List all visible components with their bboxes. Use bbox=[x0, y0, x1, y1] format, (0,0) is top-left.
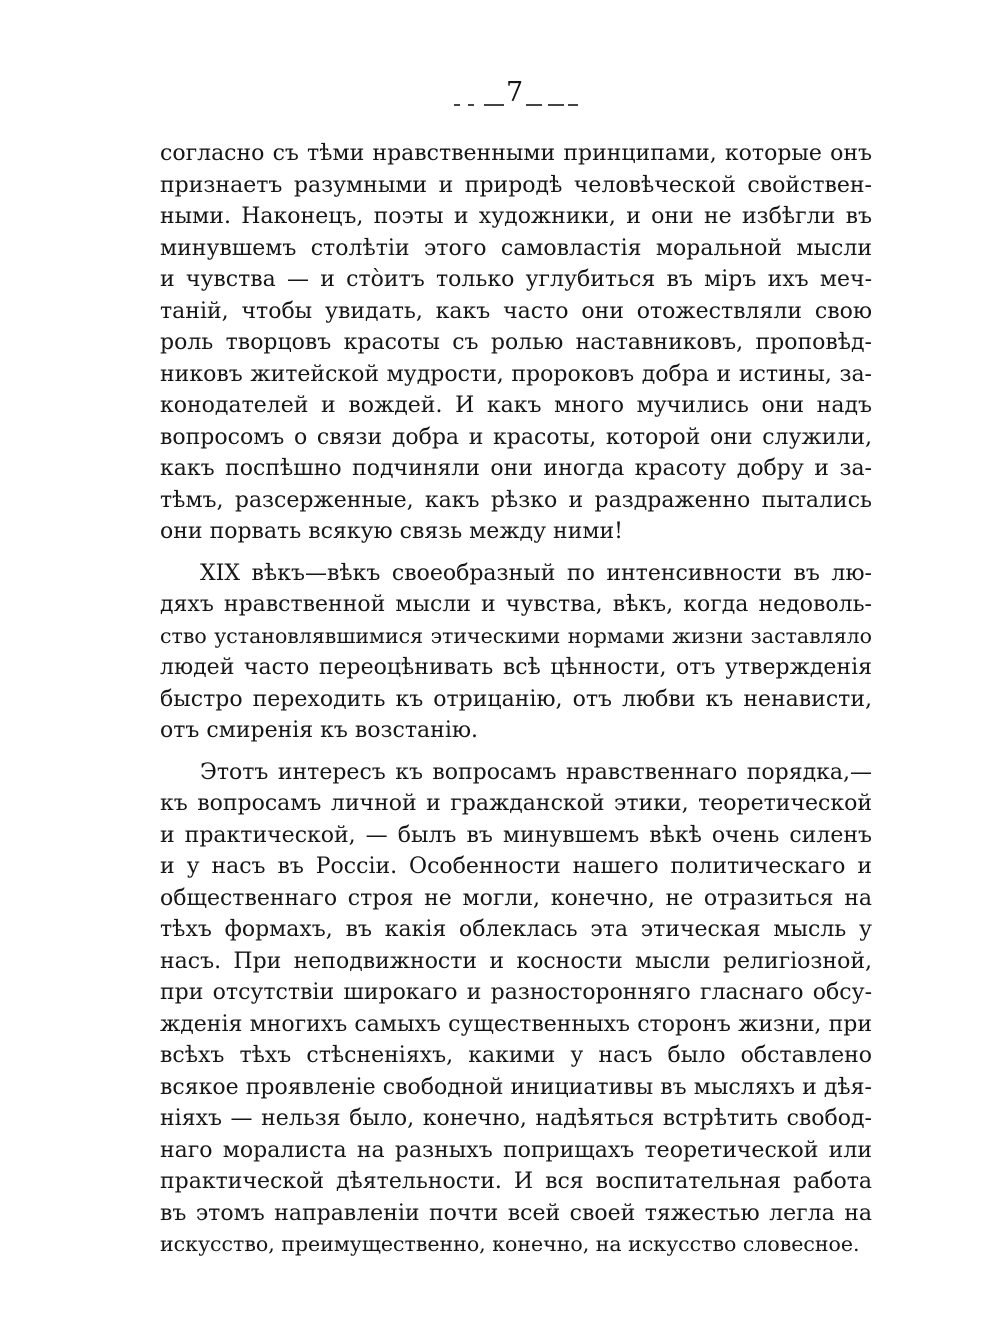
page-number: 7 bbox=[506, 77, 524, 108]
text-line: при отсутствіи широкаго и разносторонняго гласнаго обсу- bbox=[160, 980, 872, 1005]
paragraph-gap bbox=[160, 747, 872, 757]
text-line: таній, чтобы увидать, какъ часто они отожествляли свою bbox=[160, 298, 872, 324]
header-dash bbox=[526, 104, 542, 106]
text-line: наго моралиста на разныхъ поприщахъ теоретической или bbox=[160, 1137, 872, 1163]
text-line: роль творцовъ красоты съ ролью наставниковъ, проповѣд- bbox=[160, 330, 872, 355]
text-line: практической дѣятельности. И вся воспитательная работа bbox=[160, 1169, 872, 1194]
text-line: ство установлявшимися этическими нормами жизни заставляло bbox=[160, 623, 872, 648]
text-line: и у насъ въ Россіи. Особенности нашего политическаго и bbox=[160, 854, 872, 879]
text-line: ніяхъ — нельзя было, конечно, надѣяться встрѣтить свобод- bbox=[160, 1106, 872, 1131]
text-line: вопросомъ о связи добра и красоты, которой они служили, bbox=[160, 424, 872, 450]
text-line: и практической, — былъ въ минувшемъ вѣкѣ очень силенъ bbox=[160, 822, 872, 848]
text-line: XIX вѣкъ—вѣкъ своеобразный по интенсивности въ лю- bbox=[200, 560, 872, 586]
text-line: никовъ житейской мудрости, пророковъ добра и истины, за- bbox=[160, 361, 872, 387]
text-line: насъ. При неподвижности и косности мысли религіозной, bbox=[160, 948, 872, 974]
text-line: согласно съ тѣми нравственными принципами, которые онъ bbox=[160, 141, 872, 166]
text-line: какъ поспѣшно подчиняли они иногда красоту добру и за- bbox=[160, 456, 872, 481]
text-line: всѣхъ тѣхъ стѣсненіяхъ, какими у насъ было обставлено bbox=[160, 1043, 872, 1068]
text-line: минувшемъ столѣтіи этого самовластія моральной мысли bbox=[160, 235, 872, 261]
header-dash bbox=[454, 104, 460, 106]
header-dash bbox=[568, 104, 578, 106]
paragraph-2 bbox=[160, 558, 872, 747]
text-line: Этотъ интересъ къ вопросамъ нравственнаго порядка,— bbox=[200, 759, 872, 785]
text-line: искусство, преимущественно, конечно, на искусство словесное. bbox=[160, 1232, 860, 1256]
text-line: дяхъ нравственной мысли и чувства, вѣкъ, когда недоволь- bbox=[160, 592, 872, 617]
text-line: конодателей и вождей. И какъ много мучились они надъ bbox=[160, 393, 872, 418]
text-line: въ этомъ направленіи почти всей своей тяжестью легла на bbox=[160, 1200, 872, 1226]
header-dash bbox=[548, 104, 564, 106]
text-line: ными. Наконецъ, поэты и художники, и они не избѣгли въ bbox=[160, 204, 872, 229]
page-header bbox=[440, 78, 580, 112]
body-text bbox=[160, 138, 872, 1261]
text-line: и чувства — и стòитъ только углубиться въ міръ ихъ меч- bbox=[160, 267, 872, 292]
text-line: тѣмъ, разсерженные, какъ рѣзко и раздраженно пытались bbox=[160, 487, 872, 513]
text-line: отъ смиренія къ возстанію. bbox=[160, 718, 479, 743]
header-dash bbox=[468, 104, 474, 106]
text-line: всякое проявленіе свободной инициативы въ мысляхъ и дѣя- bbox=[160, 1074, 872, 1100]
text-line: тѣхъ формахъ, въ какія облеклась эта этическая мысль у bbox=[160, 917, 872, 942]
paragraph-gap bbox=[160, 548, 872, 558]
text-line: они порвать всякую связь между ними! bbox=[160, 519, 623, 544]
paragraph-1 bbox=[160, 138, 872, 548]
text-line: признаетъ разумными и природѣ человѣческой свойствен- bbox=[160, 172, 872, 198]
text-line: людей часто переоцѣнивать всѣ цѣнности, отъ утвержденія bbox=[160, 655, 872, 680]
text-line: къ вопросамъ личной и гражданской этики, теоретической bbox=[160, 791, 872, 816]
text-line: общественнаго строя не могли, конечно, не отразиться на bbox=[160, 885, 872, 911]
header-dash bbox=[484, 104, 504, 106]
paragraph-3 bbox=[160, 757, 872, 1261]
text-line: быстро переходить къ отрицанію, отъ любви къ ненависти, bbox=[160, 686, 872, 712]
text-line: жденія многихъ самыхъ существенныхъ сторонъ жизни, при bbox=[160, 1011, 872, 1037]
